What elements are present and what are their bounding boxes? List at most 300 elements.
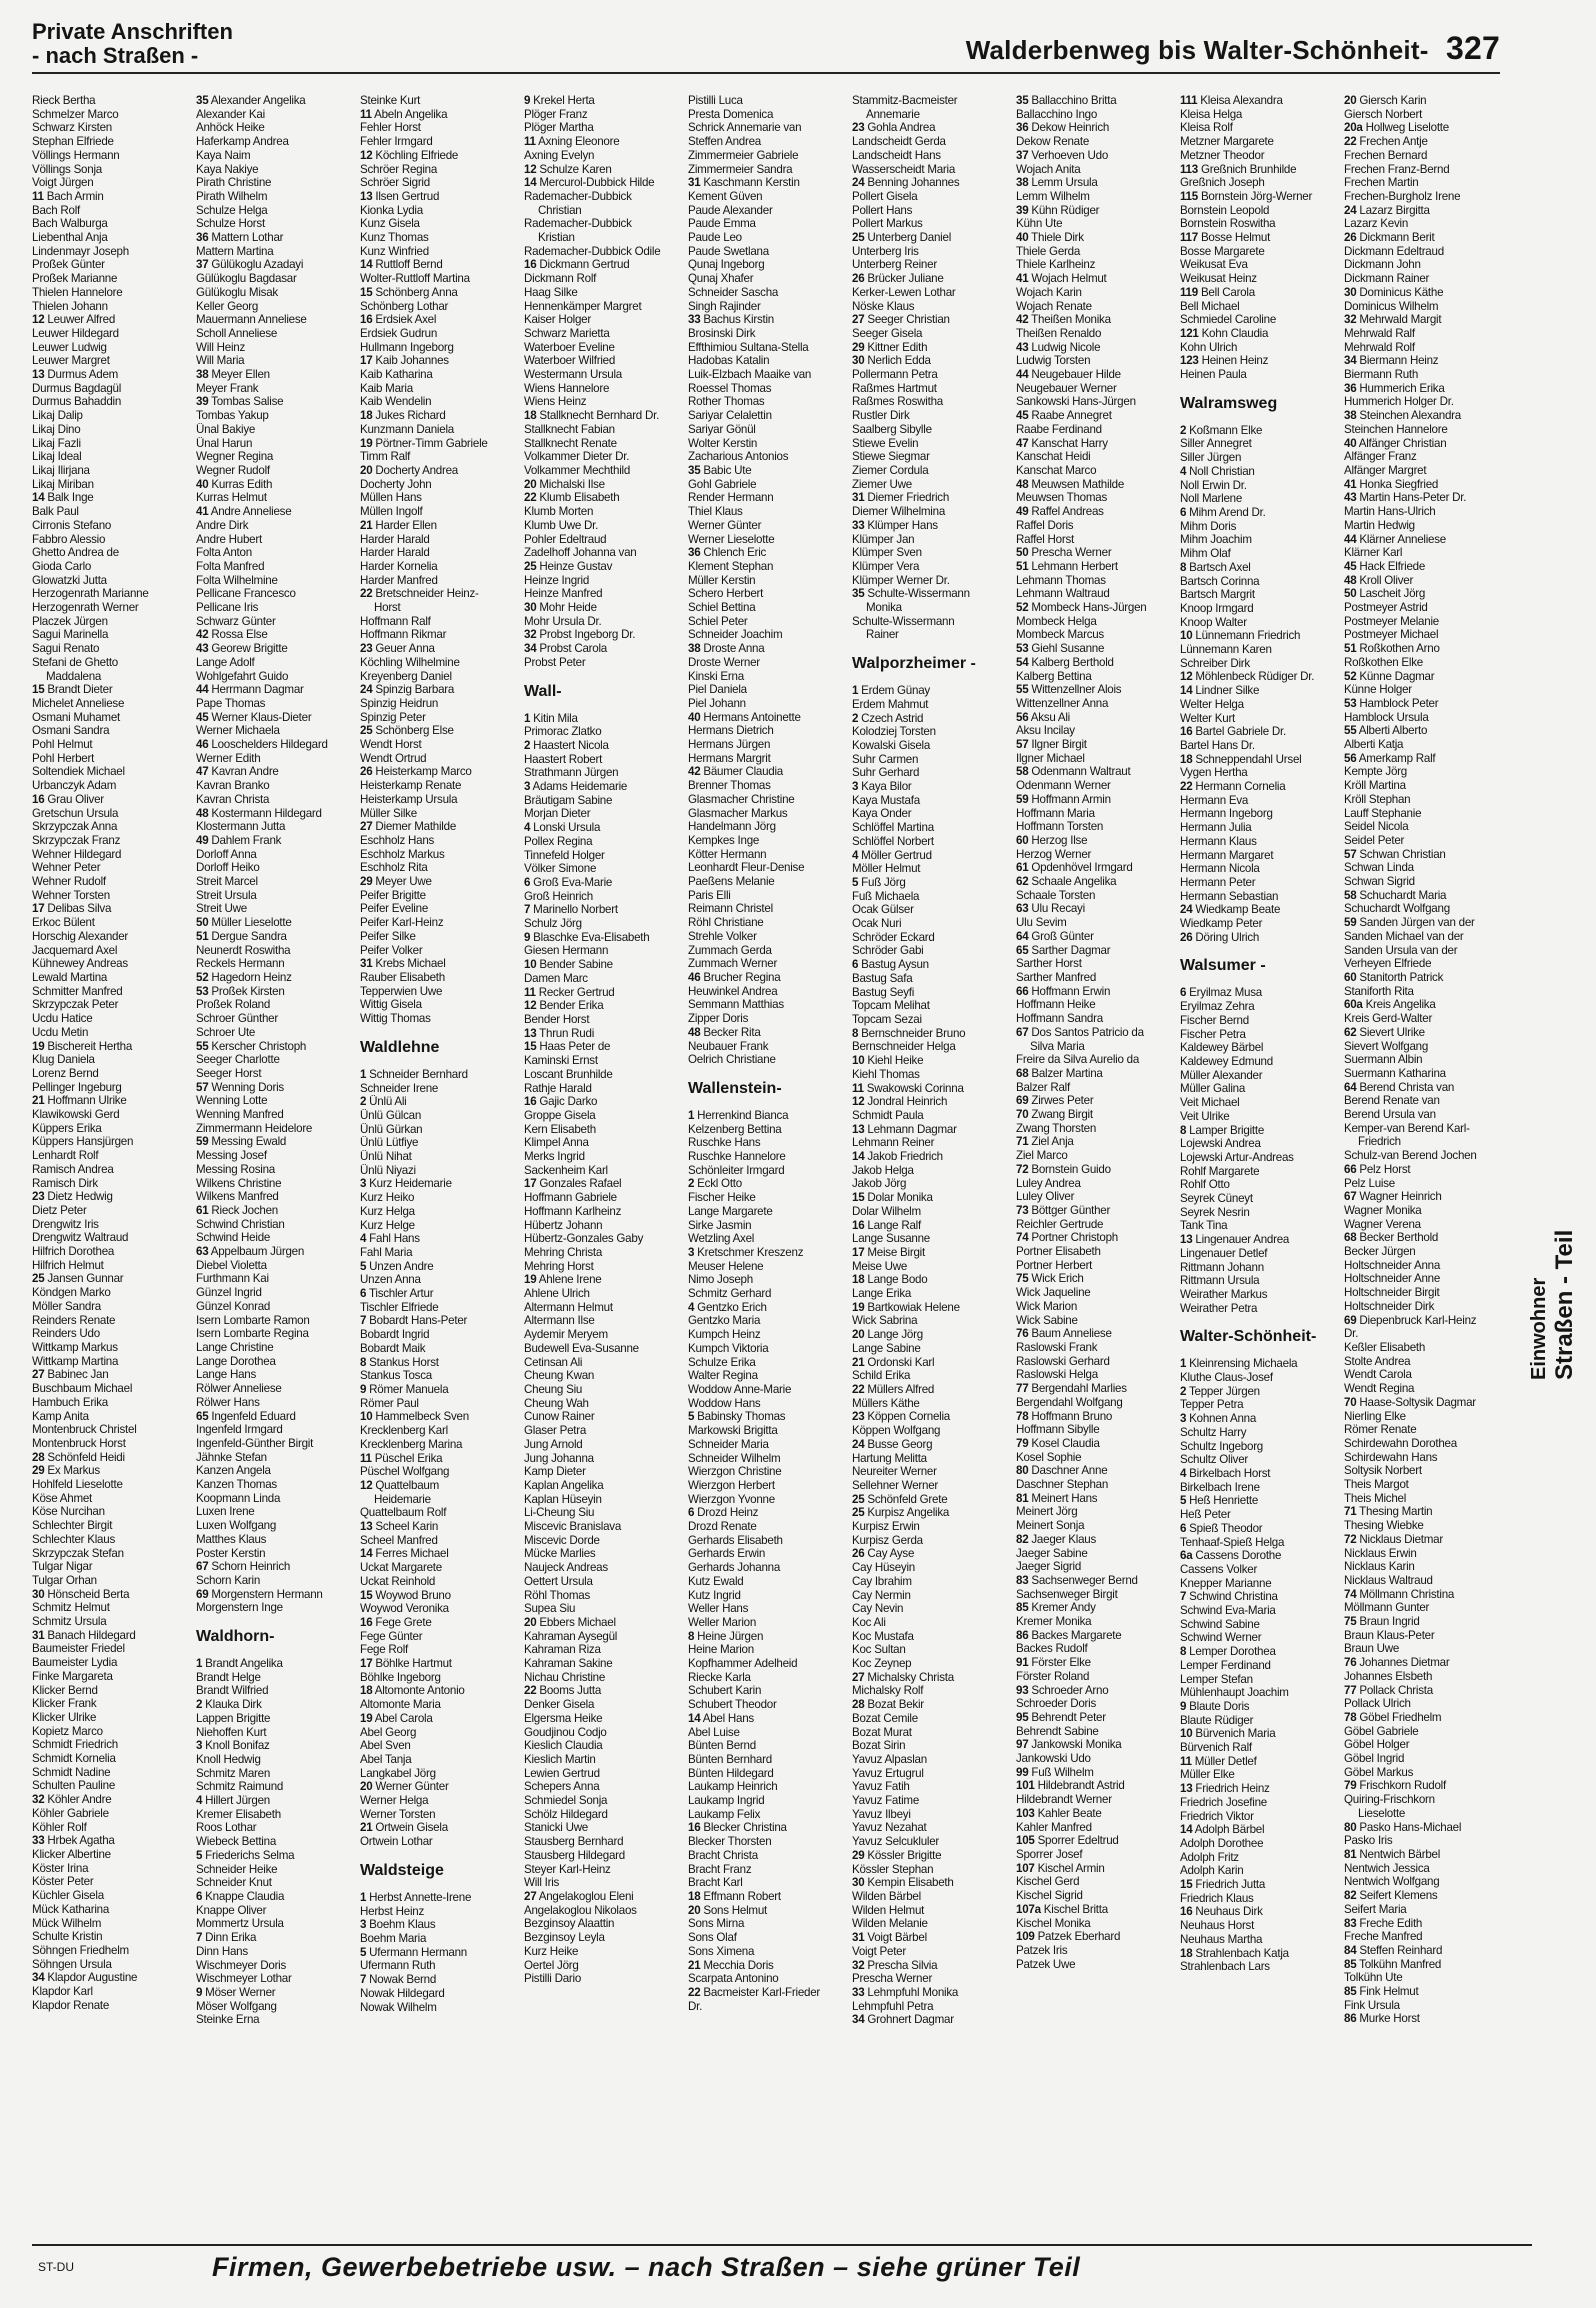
resident-entry: Bach Rolf xyxy=(32,203,81,217)
house-number: 36 xyxy=(1016,121,1029,135)
house-number: 16 xyxy=(360,1615,373,1629)
resident-entry: 107a Kischel Britta xyxy=(1016,1902,1108,1916)
resident-entry: Kühn Ute xyxy=(1016,217,1063,231)
resident-entry: Schönberg Lothar xyxy=(360,299,449,313)
resident-entry: Hamblock Ursula xyxy=(1344,710,1429,724)
resident-entry: Hoffmann Gabriele xyxy=(524,1191,617,1205)
house-number: 13 xyxy=(1180,1233,1193,1247)
resident-entry: Topcam Sezai xyxy=(852,1013,922,1026)
resident-entry: Wittig Gisela xyxy=(360,998,422,1012)
house-number: 20 xyxy=(1344,94,1357,107)
resident-entry: Yavuz Ertugrul xyxy=(852,1766,924,1780)
house-number: 20 xyxy=(360,463,373,477)
resident-entry: Folta Anton xyxy=(196,546,252,560)
resident-entry: Oertel Jörg xyxy=(524,1958,579,1972)
resident-entry: 85 Kremer Andy xyxy=(1016,1601,1096,1615)
resident-entry: Werner Edith xyxy=(196,751,261,765)
resident-entry: Köster Irina xyxy=(32,1861,89,1875)
house-number: 43 xyxy=(1016,340,1029,354)
resident-entry: Kröll Stephan xyxy=(1344,792,1411,806)
resident-entry: Yavuz Selcukluler xyxy=(852,1835,940,1849)
resident-entry: Reckels Hermann xyxy=(196,957,285,971)
resident-entry: 25 Schönberg Else xyxy=(360,724,454,738)
resident-entry: Dinn Hans xyxy=(196,1944,248,1958)
resident-entry: Kischel Gerd xyxy=(1016,1875,1080,1889)
resident-entry: 35 Ballacchino Britta xyxy=(1016,94,1117,107)
resident-entry: Eryilmaz Zehra xyxy=(1180,1000,1255,1014)
house-number: 31 xyxy=(32,1628,45,1642)
resident-entry: Schmiedel Sonja xyxy=(524,1794,608,1808)
resident-entry: Yavuz Alpaslan xyxy=(852,1752,927,1766)
house-number: 75 xyxy=(1344,1615,1357,1629)
house-number: 20a xyxy=(1344,121,1363,135)
resident-entry: Schmitz Maren xyxy=(196,1766,271,1780)
resident-entry: Primorac Zlatko xyxy=(524,725,602,739)
resident-entry: Sagui Renato xyxy=(32,642,100,656)
resident-entry: Zimmermann Heidelore xyxy=(196,1121,313,1135)
house-number: 60 xyxy=(1016,833,1029,847)
resident-entry: Sackenheim Karl xyxy=(524,1163,608,1177)
resident-entry: 1 Brandt Angelika xyxy=(196,1657,283,1671)
resident-entry: Reimann Christel xyxy=(688,902,773,916)
resident-entry: Kurpisz Gerda xyxy=(852,1533,923,1547)
resident-entry: Wehner Torsten xyxy=(32,888,110,902)
resident-entry: Heisterkamp Ursula xyxy=(360,792,458,806)
resident-entry: 35 Babic Ute xyxy=(688,463,752,477)
house-number: 14 xyxy=(524,176,537,190)
house-number: 77 xyxy=(1344,1683,1357,1697)
resident-entry: Laukamp Felix xyxy=(688,1807,761,1821)
resident-entry: Kaldewey Edmund xyxy=(1180,1055,1273,1068)
resident-entry: Placzek Jürgen xyxy=(32,614,108,628)
house-number: 9 xyxy=(524,930,531,944)
house-number: 63 xyxy=(1016,902,1029,916)
resident-entry: Mombeck Helga xyxy=(1016,614,1097,628)
section-title-line2: - nach Straßen - xyxy=(32,43,199,68)
resident-entry: Kavran Branko xyxy=(196,779,270,793)
resident-entry: Kreis Gerd-Walter xyxy=(1344,1012,1433,1026)
resident-entry: Wiebeck Bettina xyxy=(196,1835,277,1849)
resident-entry: Fischer Bernd xyxy=(1180,1013,1249,1027)
house-number: 34 xyxy=(524,642,537,656)
resident-entry: 62 Sievert Ulrike xyxy=(1344,1025,1425,1039)
house-number: 35 xyxy=(1016,94,1029,107)
house-number: 8 xyxy=(360,1355,367,1369)
resident-entry: Likaj Dino xyxy=(32,422,81,436)
resident-entry: Goudjinou Codjo xyxy=(524,1725,607,1739)
resident-entry: Keßler Elisabeth xyxy=(1344,1340,1426,1354)
resident-entry: 3 Kaya Bilor xyxy=(852,780,912,794)
resident-entry: Cirronis Stefano xyxy=(32,518,112,532)
resident-entry: Seyrek Nesrin xyxy=(1180,1205,1250,1219)
resident-entry: 15 Dolar Monika xyxy=(852,1191,933,1205)
resident-entry: Drengwitz Iris xyxy=(32,1217,99,1231)
resident-entry: Wittkamp Markus xyxy=(32,1340,118,1354)
resident-entry: Peifer Volker xyxy=(360,943,423,957)
section-title xyxy=(32,20,233,68)
house-number: 7 xyxy=(196,1931,203,1945)
resident-entry: Braun Uwe xyxy=(1344,1642,1400,1656)
house-number: 12 xyxy=(852,1095,865,1109)
resident-entry: Kiehl Thomas xyxy=(852,1067,920,1081)
resident-entry: 119 Bell Carola xyxy=(1180,285,1255,299)
resident-entry: Noll Erwin Dr. xyxy=(1180,478,1247,492)
house-number: 36 xyxy=(1344,381,1357,395)
resident-entry: Balk Paul xyxy=(32,505,79,519)
resident-entry: 51 Lehmann Herbert xyxy=(1016,559,1118,573)
resident-entry: Schlöffel Martina xyxy=(852,821,934,835)
house-number: 73 xyxy=(1016,1203,1029,1217)
column-4 xyxy=(524,94,676,2236)
resident-entry: Niehoffen Kurt xyxy=(196,1725,267,1739)
resident-entry: Hildebrandt Werner xyxy=(1016,1793,1112,1807)
resident-entry: Schröer Sigrid xyxy=(360,176,430,190)
house-number: 26 xyxy=(360,765,373,779)
resident-entry: Berend Renate van xyxy=(1344,1094,1440,1108)
resident-entry: Röhl Christiane xyxy=(688,916,764,930)
house-number: 51 xyxy=(1344,642,1357,656)
resident-entry: 10 Kiehl Heike xyxy=(852,1054,924,1068)
resident-entry: 52 Künne Dagmar xyxy=(1344,669,1435,683)
resident-entry: Heinen Paula xyxy=(1180,368,1247,382)
house-number: 53 xyxy=(1344,696,1357,710)
resident-entry: Hambuch Erika xyxy=(32,1395,109,1409)
resident-entry: 86 Murke Horst xyxy=(1344,2012,1420,2026)
resident-entry: Haag Silke xyxy=(524,285,578,299)
resident-entry: Bünten Hildegard xyxy=(688,1766,774,1780)
resident-entry: Krecklenberg Marina xyxy=(360,1437,463,1451)
resident-entry: Bezginsoy Alaattin xyxy=(524,1917,615,1931)
resident-entry: Wojach Anita xyxy=(1016,162,1081,176)
resident-entry: Müller Kerstin xyxy=(688,573,756,587)
house-number: 7 xyxy=(360,1973,367,1987)
resident-entry: Schröder Gabi xyxy=(852,944,924,958)
resident-entry: Kunz Gisela xyxy=(360,217,420,231)
house-number: 69 xyxy=(1016,1094,1029,1108)
resident-entry: Pistilli Dario xyxy=(524,1972,582,1986)
house-number: 83 xyxy=(1344,1916,1357,1930)
resident-entry: 63 Appelbaum Jürgen xyxy=(196,1245,305,1259)
resident-entry: Müller Galina xyxy=(1180,1082,1246,1096)
resident-entry: Elgersma Heike xyxy=(524,1711,603,1725)
resident-entry: 57 Wenning Doris xyxy=(196,1080,284,1094)
resident-entry: Raslowski Gerhard xyxy=(1016,1354,1110,1368)
house-number: 55 xyxy=(1016,683,1029,697)
resident-entry: Isern Lombarte Regina xyxy=(196,1327,309,1341)
resident-entry: 14 Ruttloff Bernd xyxy=(360,258,443,272)
resident-entry: 117 Bosse Helmut xyxy=(1180,231,1271,245)
resident-entry: Lappen Brigitte xyxy=(196,1711,271,1725)
resident-entry: Schulte Kristin xyxy=(32,1930,103,1944)
resident-entry: Zimmermeier Sandra xyxy=(688,162,793,176)
house-number: 16 xyxy=(524,1095,537,1109)
resident-entry: 32 Köhler Andre xyxy=(32,1793,112,1807)
resident-entry: 53 Giehl Susanne xyxy=(1016,642,1105,656)
resident-entry: Friedrich Klaus xyxy=(1180,1891,1254,1905)
resident-entry: Hadobas Katalin xyxy=(688,354,770,368)
house-number: 38 xyxy=(1016,176,1029,190)
resident-entry: Brandt Helge xyxy=(196,1670,261,1684)
resident-entry: Kaib Maria xyxy=(360,381,413,395)
resident-entry: Schulze Horst xyxy=(196,217,265,231)
resident-entry: Köse Nurcihan xyxy=(32,1505,105,1519)
house-number: 42 xyxy=(1016,313,1029,327)
resident-entry: Likaj Dalip xyxy=(32,409,83,423)
entry-continuation: Kristian xyxy=(538,231,575,245)
house-number: 6 xyxy=(1180,505,1187,519)
resident-entry: Johannes Elsbeth xyxy=(1344,1669,1433,1683)
resident-entry: 76 Johannes Dietmar xyxy=(1344,1656,1450,1670)
footer-code: ST-DU xyxy=(38,2260,74,2274)
resident-entry: Luxen Irene xyxy=(196,1505,255,1519)
resident-entry: 43 Georew Brigitte xyxy=(196,642,288,656)
resident-entry: Welter Helga xyxy=(1180,697,1244,711)
house-number: 28 xyxy=(852,1698,865,1712)
resident-entry: 30 Hönscheid Berta xyxy=(32,1587,130,1601)
resident-entry: Zacharious Antonios xyxy=(688,450,789,464)
resident-entry: Hoffmann Rikmar xyxy=(360,628,447,642)
resident-entry: Fabbro Alessio xyxy=(32,532,106,546)
house-number: 115 xyxy=(1180,189,1198,203)
resident-entry: Kumpch Heinz xyxy=(688,1328,761,1342)
house-number: 48 xyxy=(196,806,209,820)
house-number: 18 xyxy=(1180,752,1193,766)
resident-entry: Holtschneider Dirk xyxy=(1344,1299,1435,1313)
resident-entry: Püschel Wolfgang xyxy=(360,1465,450,1479)
resident-entry: Raabe Ferdinand xyxy=(1016,422,1102,436)
resident-entry: Montenbruck Horst xyxy=(32,1436,126,1450)
resident-entry: Kohn Ulrich xyxy=(1180,340,1238,354)
resident-entry: Abel Georg xyxy=(360,1725,417,1739)
house-number: 31 xyxy=(852,1931,865,1945)
resident-entry: Unzen Anna xyxy=(360,1273,421,1287)
house-number: 78 xyxy=(1344,1710,1357,1724)
entry-continuation: Rainer xyxy=(866,628,899,642)
resident-entry: Adolph Dorothee xyxy=(1180,1836,1264,1850)
house-number: 18 xyxy=(360,1684,373,1698)
resident-entry: Vygen Hertha xyxy=(1180,766,1248,780)
resident-entry: 22 Bacmeister Karl-Frieder xyxy=(688,1985,821,1999)
house-number: 52 xyxy=(1344,669,1357,683)
resident-entry: Thiele Karlheinz xyxy=(1016,258,1096,272)
resident-entry: Fuß Michaela xyxy=(852,889,920,903)
resident-entry: Lazarz Kevin xyxy=(1344,217,1409,231)
house-number: 14 xyxy=(852,1150,865,1164)
resident-entry: Steinke Erna xyxy=(196,2013,260,2027)
resident-entry: 14 Jakob Friedrich xyxy=(852,1150,943,1164)
resident-entry: Ingenfeld-Günther Birgit xyxy=(196,1436,314,1450)
resident-entry: 10 Bürvenich Maria xyxy=(1180,1727,1276,1741)
resident-entry: Wick Marion xyxy=(1016,1299,1078,1313)
resident-entry: Heinze Ingrid xyxy=(524,573,590,587)
resident-entry: Schubert Theodor xyxy=(688,1698,777,1712)
house-number: 21 xyxy=(32,1094,45,1108)
resident-entry: Heisterkamp Renate xyxy=(360,779,462,793)
resident-entry: 25 Kurpisz Angelika xyxy=(852,1506,950,1520)
house-number: 1 xyxy=(688,1108,695,1122)
resident-entry: Wehner Hildegard xyxy=(32,847,122,861)
resident-entry: Krecklenberg Karl xyxy=(360,1424,448,1438)
resident-entry: 65 Ingenfeld Eduard xyxy=(196,1409,296,1423)
resident-entry: 57 Schwan Christian xyxy=(1344,847,1446,861)
house-number: 49 xyxy=(1016,505,1029,519)
house-number: 15 xyxy=(852,1191,865,1205)
resident-entry: Thiel Klaus xyxy=(688,505,743,519)
resident-entry: 55 Kerscher Christoph xyxy=(196,1039,307,1053)
resident-entry: Hullmann Ingeborg xyxy=(360,340,454,354)
resident-entry: Kluthe Claus-Josef xyxy=(1180,1371,1273,1385)
house-number: 72 xyxy=(1344,1532,1357,1546)
resident-entry: Kopfhammer Adelheid xyxy=(688,1657,798,1671)
resident-entry: Wehner Rudolf xyxy=(32,875,106,889)
house-number: 107 xyxy=(1016,1861,1035,1875)
resident-entry: 14 Mercurol-Dubbick Hilde xyxy=(524,176,655,190)
resident-entry: Rohlf Otto xyxy=(1180,1178,1230,1192)
resident-entry: 7 Schwind Christina xyxy=(1180,1590,1278,1604)
house-number: 11 xyxy=(852,1081,864,1095)
resident-entry: Westermann Ursula xyxy=(524,368,622,382)
resident-entry: 22 Frechen Antje xyxy=(1344,135,1428,149)
resident-entry: Lemm Wilhelm xyxy=(1016,189,1090,203)
resident-entry: 6 Bastug Aysun xyxy=(852,958,929,972)
house-number: 44 xyxy=(196,683,209,697)
resident-entry: Bender Horst xyxy=(524,1013,590,1026)
resident-entry: Kahraman Aysegül xyxy=(524,1629,618,1643)
resident-entry: Durmus Bahaddin xyxy=(32,395,122,409)
house-number: 40 xyxy=(196,477,209,491)
resident-entry: 81 Meinert Hans xyxy=(1016,1491,1098,1505)
resident-entry: Kaplan Hüseyin xyxy=(524,1492,602,1506)
resident-entry: Mihm Doris xyxy=(1180,519,1237,533)
resident-entry: 56 Amerkamp Ralf xyxy=(1344,751,1436,765)
resident-entry: Stolte Andrea xyxy=(1344,1354,1411,1368)
resident-entry: Semmann Matthias xyxy=(688,998,784,1012)
resident-entry: 15 Haas Peter de xyxy=(524,1040,611,1054)
house-number: 51 xyxy=(196,929,209,943)
resident-entry: Förster Roland xyxy=(1016,1669,1090,1683)
resident-entry: Kunz Thomas xyxy=(360,231,429,245)
resident-entry: Klümper Jan xyxy=(852,532,915,546)
resident-entry: Lauff Stephanie xyxy=(1344,806,1422,820)
house-number: 26 xyxy=(852,1547,865,1561)
house-number: 11 xyxy=(360,107,372,121)
resident-entry: Mehring Christa xyxy=(524,1245,603,1259)
resident-entry: Schwind Werner xyxy=(1180,1631,1262,1645)
house-number: 49 xyxy=(196,833,209,847)
resident-entry: Landscheidt Hans xyxy=(852,148,941,162)
resident-entry: 11 Püschel Erika xyxy=(360,1451,443,1465)
resident-entry: 12 Köchling Elfriede xyxy=(360,148,459,162)
resident-entry: Drozd Renate xyxy=(688,1520,757,1534)
resident-entry: Riecke Karla xyxy=(688,1670,751,1684)
resident-entry: Friedrich Viktor xyxy=(1180,1809,1254,1823)
resident-entry: Singh Rajinder xyxy=(688,299,761,313)
resident-entry: 75 Braun Ingrid xyxy=(1344,1615,1420,1629)
house-number: 68 xyxy=(1344,1231,1357,1245)
resident-entry: Kurras Helmut xyxy=(196,491,267,505)
resident-entry: Kleisa Rolf xyxy=(1180,121,1233,135)
house-number: 12 xyxy=(32,313,45,327)
street-range-title xyxy=(966,30,1500,67)
house-number: 30 xyxy=(852,354,865,368)
column-5 xyxy=(688,94,840,2236)
resident-entry: Schulten Pauline xyxy=(32,1779,116,1793)
resident-entry: Lewien Gertrud xyxy=(524,1766,600,1780)
resident-entry: Ziemer Cordula xyxy=(852,463,929,477)
resident-entry: 48 Becker Rita xyxy=(688,1025,761,1039)
resident-entry: 18 Jukes Richard xyxy=(360,409,446,423)
resident-entry: Markowski Brigitta xyxy=(688,1424,778,1438)
resident-entry: Dickmann Rainer xyxy=(1344,272,1430,286)
resident-entry: Zadelhoff Johanna van xyxy=(524,546,637,560)
resident-entry: Abel Luise xyxy=(688,1725,740,1739)
resident-entry: 85 Fink Helmut xyxy=(1344,1985,1419,1999)
resident-entry: 40 Alfänger Christian xyxy=(1344,436,1447,450)
house-number: 23 xyxy=(852,1410,865,1424)
resident-entry: Harder Manfred xyxy=(360,573,438,587)
resident-entry: Hartung Melitta xyxy=(852,1451,927,1465)
house-number: 27 xyxy=(32,1368,45,1382)
resident-entry: 17 Gonzales Rafael xyxy=(524,1177,622,1191)
resident-entry: 8 Lamper Brigitte xyxy=(1180,1123,1265,1137)
resident-entry: Naujeck Andreas xyxy=(524,1561,608,1575)
resident-entry: 19 Ahlene Irene xyxy=(524,1273,602,1287)
resident-entry: Langkabel Jörg xyxy=(360,1766,436,1780)
resident-entry: 86 Backes Margarete xyxy=(1016,1628,1122,1642)
resident-entry: Schiel Bettina xyxy=(688,601,756,615)
house-number: 3 xyxy=(688,1245,695,1259)
house-number: 4 xyxy=(360,1232,367,1246)
house-number: 70 xyxy=(1344,1395,1357,1409)
house-number: 42 xyxy=(688,765,701,779)
house-number: 3 xyxy=(524,780,531,794)
house-number: 8 xyxy=(852,1026,859,1040)
resident-entry: 24 Wiedkamp Beate xyxy=(1180,903,1281,917)
resident-entry: 23 Geuer Anna xyxy=(360,642,435,656)
resident-entry: Meise Uwe xyxy=(852,1259,908,1273)
house-number: 29 xyxy=(360,875,373,889)
house-number: 52 xyxy=(196,971,209,984)
resident-entry: Klumb Uwe Dr. xyxy=(524,518,599,532)
resident-entry: Messing Josef xyxy=(196,1149,267,1163)
resident-entry: Yavuz Fatime xyxy=(852,1794,920,1808)
resident-entry: 3 Kurz Heidemarie xyxy=(360,1177,452,1191)
house-number: 19 xyxy=(524,1273,537,1287)
resident-entry: Möser Wolfgang xyxy=(196,1999,277,2013)
resident-entry: 21 Hoffmann Ulrike xyxy=(32,1094,127,1108)
resident-entry: Lange Erika xyxy=(852,1287,912,1301)
house-number: 58 xyxy=(1016,765,1029,779)
resident-entry: Lemper Stefan xyxy=(1180,1672,1253,1686)
house-number: 62 xyxy=(1344,1025,1357,1039)
resident-entry: 45 Werner Klaus-Dieter xyxy=(196,710,312,724)
resident-entry: Streit Ursula xyxy=(196,888,257,902)
page-number: 327 xyxy=(1446,30,1500,66)
house-number: 19 xyxy=(852,1300,865,1314)
house-number: 2 xyxy=(852,711,859,725)
house-number: 5 xyxy=(852,875,859,889)
resident-entry: Bell Michael xyxy=(1180,299,1240,313)
resident-entry: Kerker-Lewen Lothar xyxy=(852,285,956,299)
resident-entry: Alexander Kai xyxy=(196,107,265,121)
resident-entry: Ruschke Hannelore xyxy=(688,1150,786,1164)
house-number: 77 xyxy=(1016,1382,1029,1396)
resident-entry: 24 Benning Johannes xyxy=(852,176,960,190)
resident-entry: Damen Marc xyxy=(524,971,588,985)
resident-entry: Schwan Sigrid xyxy=(1344,875,1415,889)
resident-entry: Proßek Roland xyxy=(196,998,271,1012)
resident-entry: Schaale Torsten xyxy=(1016,888,1096,902)
